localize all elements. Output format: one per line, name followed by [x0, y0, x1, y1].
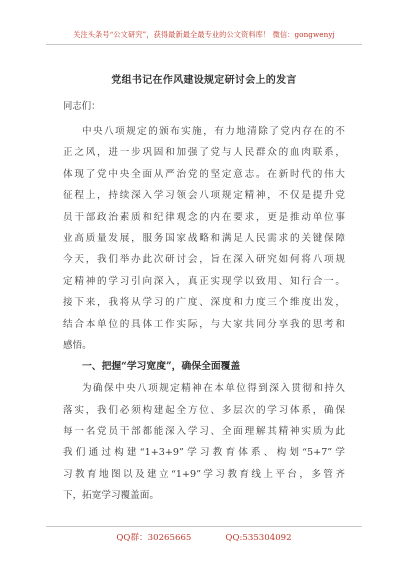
paragraph-line: 下，拓宽学习覆盖面。 — [63, 490, 159, 502]
paragraph-line: 我们通过构建“1+3+9”学习教育体系、构划“5+7”学 — [63, 447, 345, 459]
paragraph-line: 为确保中央八项规定精神在本单位得到深入贯彻和持久 — [82, 383, 345, 395]
paragraph-line: 业高质量发展，服务国家战略和满足人民需求的关键保障 — [63, 232, 345, 244]
salutation: 同志们： — [63, 101, 101, 112]
document-body — [63, 121, 345, 507]
footer-contact — [0, 531, 408, 543]
paragraph-line: 体现了党中央全面从严治党的坚定意志。在新时代的伟大 — [63, 168, 345, 180]
document-title: 党组书记在作风建设规定研讨会上的发言 — [111, 75, 297, 86]
paragraph-line: 员干部政治素质和纪律观念的内在要求，更是推动单位事 — [63, 211, 345, 223]
footer-divider — [46, 526, 362, 527]
paragraph-line: 中央八项规定的颁布实施，有力地清除了党内存在的不 — [82, 126, 345, 137]
paragraph-line: 接下来，我将从学习的广度、深度和力度三个维度出发， — [63, 297, 345, 309]
paragraph-line: 正之风，进一步巩固和加强了党与人民群众的血肉联系， — [63, 147, 345, 159]
qq-number: QQ:535304092 — [225, 533, 292, 543]
header-banner: 关注头条号“公文研究”，获得最新最全最专业的公文资料库！ 微信：gongwenyj — [73, 30, 335, 39]
section-heading: 一、把握“学习宽度”，确保全面覆盖 — [82, 361, 241, 373]
paragraph-line: 习教育地图以及建立“1+9”学习教育线上平台，多管齐 — [63, 468, 345, 480]
paragraph-line: 每一名党员干部都能深入学习、全面理解其精神实质为此 — [63, 426, 345, 438]
qq-group-number: QQ群：30265665 — [116, 533, 192, 543]
paragraph-line: 感悟。 — [63, 339, 92, 351]
paragraph-line: 结合本单位的具体工作实际，与大家共同分享我的思考和 — [63, 318, 345, 330]
paragraph-line: 征程上，持续深入学习领会八项规定精神，不仅是提升党 — [63, 190, 345, 202]
header-divider — [46, 44, 362, 45]
paragraph-line: 落实，我们必须构建起全方位、多层次的学习体系，确保 — [63, 404, 345, 416]
paragraph-line: 定精神的学习引向深入，真正实现学以致用、知行合一。 — [63, 275, 345, 287]
paragraph-line: 今天，我们举办此次研讨会，旨在深入研究如何将八项规 — [63, 254, 345, 266]
